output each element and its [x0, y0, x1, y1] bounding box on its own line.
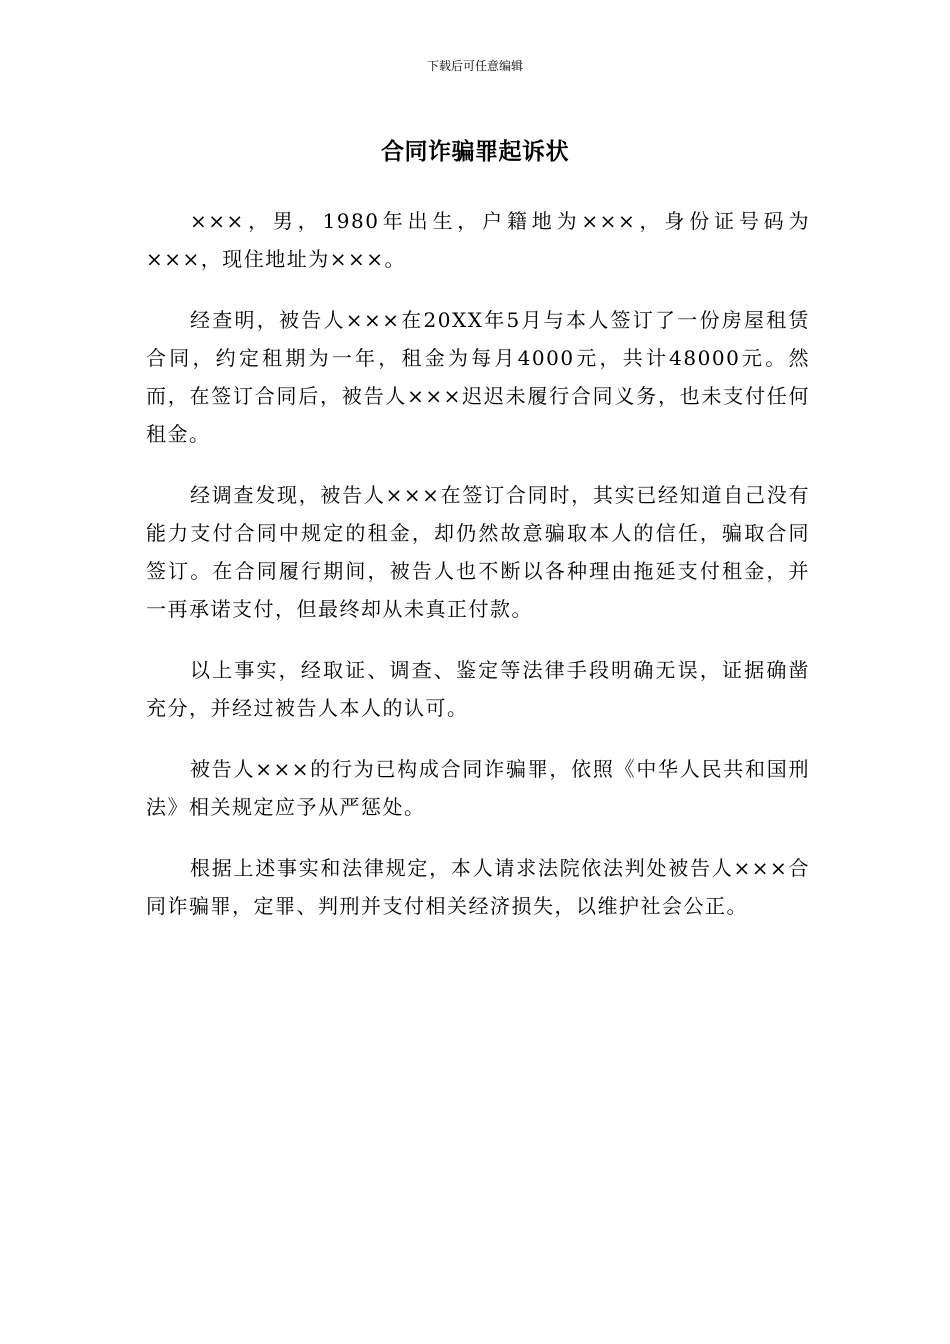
document-title: 合同诈骗罪起诉状 — [381, 139, 569, 165]
header-note: 下载后可任意编辑 — [426, 59, 523, 73]
paragraph-legal-basis: 被告人×××的行为已构成合同诈骗罪，依照《中华人民共和国刑法》相关规定应予从严惩处。 — [146, 757, 810, 819]
paragraph-investigation: 经调查发现，被告人×××在签订合同时，其实已经知道自己没有能力支付合同中规定的租金，却仍然故意骗取本人的信任，骗取合同签订。在合同履行期间，被告人也不断以各种理由拖延支付租金，并一再承诺支付，但最终却从未真正付款。 — [146, 483, 810, 621]
paragraph-defendant-info: ×××，男，1980年出生，户籍地为×××，身份证号码为×××，现住地址为×××。 — [146, 209, 810, 271]
paragraph-request: 根据上述事实和法律规定，本人请求法院依法判处被告人×××合同诈骗罪，定罪、判刑并支付相关经济损失，以维护社会公正。 — [146, 856, 810, 918]
document-body — [146, 202, 810, 948]
paragraph-evidence: 以上事实，经取证、调查、鉴定等法律手段明确无误，证据确凿充分，并经过被告人本人的认可。 — [146, 658, 810, 720]
paragraph-contract-facts: 经查明，被告人×××在20XX年5月与本人签订了一份房屋租赁合同，约定租期为一年，租金为每月4000元，共计48000元。然而，在签订合同后，被告人×××迟迟未履行合同义务，也未支付任何租金。 — [146, 308, 810, 446]
